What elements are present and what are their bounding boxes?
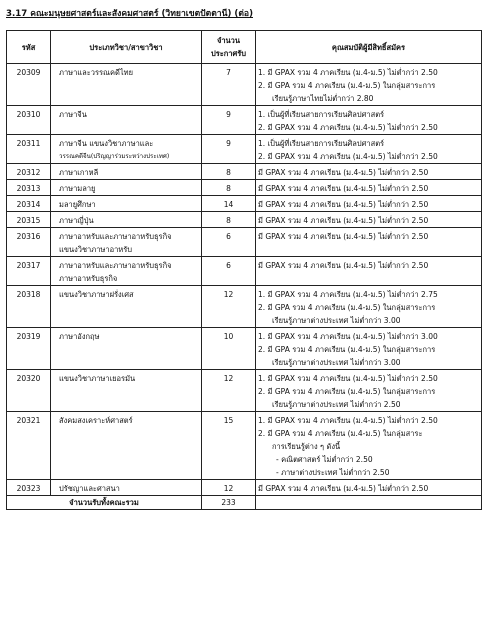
row-qual-line: 1. มี GPAX รวม 4 ภาคเรียน (ม.4-ม.5) ไม่ต่ำกว่า 3.00 xyxy=(258,332,438,341)
header-program: ประเภทวิชา/สาขาวิชา xyxy=(51,31,202,64)
row-code: 20312 xyxy=(16,168,41,177)
row-qual-line: เรียนรู้ภาษาต่างประเทศ ไม่ต่ำกว่า 2.50 xyxy=(272,400,401,409)
table-row xyxy=(7,196,482,212)
row-qual-line: - ภาษาต่างประเทศ ไม่ต่ำกว่า 2.50 xyxy=(276,468,390,477)
admission-table xyxy=(6,30,482,510)
row-seats: 15 xyxy=(223,416,234,425)
row-program: ภาษาอาหรับและภาษาอาหรับธุรกิจ xyxy=(59,261,172,270)
total-row xyxy=(7,496,482,510)
table-row xyxy=(7,286,482,328)
row-qual-line: มี GPAX รวม 4 ภาคเรียน (ม.4-ม.5) ไม่ต่ำกว่า 2.50 xyxy=(258,232,429,241)
row-qual-line: 2. มี GPA รวม 4 ภาคเรียน (ม.4-ม.5) ในกลุ่มสาระการ xyxy=(258,387,436,396)
row-code: 20310 xyxy=(16,110,41,119)
row-qual-line: 1. มี GPAX รวม 4 ภาคเรียน (ม.4-ม.5) ไม่ต่ำกว่า 2.50 xyxy=(258,374,438,383)
row-program-sub: แขนงวิชาภาษาอาหรับ xyxy=(59,245,133,254)
row-qual-line: เรียนรู้ภาษาต่างประเทศ ไม่ต่ำกว่า 3.00 xyxy=(272,316,401,325)
row-program: ภาษาญี่ปุ่น xyxy=(59,216,94,225)
row-program: สังคมสงเคราะห์ศาสตร์ xyxy=(59,416,133,425)
row-qual-line: มี GPAX รวม 4 ภาคเรียน (ม.4-ม.5) ไม่ต่ำกว่า 2.50 xyxy=(258,200,429,209)
row-seats: 12 xyxy=(223,484,234,493)
row-qual-line: มี GPAX รวม 4 ภาคเรียน (ม.4-ม.5) ไม่ต่ำกว่า 2.50 xyxy=(258,484,429,493)
row-program: ภาษาเกาหลี xyxy=(59,168,99,177)
row-seats: 8 xyxy=(226,184,231,193)
total-label: จำนวนรับทั้งคณะรวม xyxy=(69,498,139,507)
row-seats: 6 xyxy=(226,232,231,241)
total-value: 233 xyxy=(221,498,236,507)
table-row xyxy=(7,328,482,370)
table-row xyxy=(7,370,482,412)
row-qual-line: 1. มี GPAX รวม 4 ภาคเรียน (ม.4-ม.5) ไม่ต่ำกว่า 2.75 xyxy=(258,290,438,299)
table-row xyxy=(7,228,482,257)
row-qual-line: มี GPAX รวม 4 ภาคเรียน (ม.4-ม.5) ไม่ต่ำกว่า 2.50 xyxy=(258,184,429,193)
section-title: 3.17 คณะมนุษยศาสตร์และสังคมศาสตร์ (วิทยาเขตปัตตานี) (ต่อ) xyxy=(6,9,253,19)
table-row xyxy=(7,180,482,196)
row-code: 20317 xyxy=(16,261,41,270)
row-qual-line: 2. มี GPAX รวม 4 ภาคเรียน (ม.4-ม.5) ไม่ต่ำกว่า 2.50 xyxy=(258,123,438,132)
row-seats: 10 xyxy=(223,332,234,341)
row-code: 20314 xyxy=(16,200,41,209)
row-qual-line: 2. มี GPA รวม 4 ภาคเรียน (ม.4-ม.5) ในกลุ่มสาระการ xyxy=(258,81,436,90)
row-program: ภาษาจีน xyxy=(59,110,87,119)
table-row xyxy=(7,480,482,496)
row-qual-line: 2. มี GPA รวม 4 ภาคเรียน (ม.4-ม.5) ในกลุ่มสาระการ xyxy=(258,345,436,354)
row-seats: 9 xyxy=(226,139,231,148)
row-code: 20309 xyxy=(16,68,41,77)
row-program-sub: ภาษาอาหรับธุรกิจ xyxy=(59,274,118,283)
header-seats-line2: ประกาศรับ xyxy=(210,49,247,58)
header-code: รหัส xyxy=(7,31,51,64)
row-code: 20321 xyxy=(16,416,41,425)
row-program: แขนงวิชาภาษาเยอรมัน xyxy=(59,374,136,383)
row-qual-line: การเรียนรู้ต่าง ๆ ดังนี้ xyxy=(272,442,341,451)
row-seats: 6 xyxy=(226,261,231,270)
row-seats: 7 xyxy=(226,68,231,77)
row-code: 20323 xyxy=(16,484,41,493)
row-program: ภาษาอังกฤษ xyxy=(59,332,100,341)
table-row xyxy=(7,257,482,286)
row-program: แขนงวิชาภาษาฝรั่งเศส xyxy=(59,290,134,299)
header-seats xyxy=(202,31,256,64)
row-program: ภาษาอาหรับและภาษาอาหรับธุรกิจ xyxy=(59,232,172,241)
row-seats: 14 xyxy=(223,200,234,209)
row-qual-line: 1. เป็นผู้ที่เรียนสายการเรียนศิลปศาสตร์ xyxy=(258,110,385,119)
total-empty-cell xyxy=(256,496,482,510)
row-seats: 9 xyxy=(226,110,231,119)
table-row xyxy=(7,212,482,228)
row-code: 20315 xyxy=(16,216,41,225)
row-program: ภาษาและวรรณคดีไทย xyxy=(59,68,133,77)
row-qual-line: 2. มี GPA รวม 4 ภาคเรียน (ม.4-ม.5) ในกลุ่มสาระ xyxy=(258,429,423,438)
row-code: 20311 xyxy=(16,139,41,148)
row-qual-line: เรียนรู้ภาษาต่างประเทศ ไม่ต่ำกว่า 3.00 xyxy=(272,358,401,367)
table-row xyxy=(7,64,482,106)
row-program-sub: วรรณคดีจีน(ปริญญาร่วมระหว่างประเทศ) xyxy=(59,153,170,160)
row-program: มลายูศึกษา xyxy=(59,200,96,209)
row-qual-line: 2. มี GPA รวม 4 ภาคเรียน (ม.4-ม.5) ในกลุ่มสาระการ xyxy=(258,303,436,312)
row-code: 20316 xyxy=(16,232,41,241)
row-program: ภาษาจีน แขนงวิชาภาษาและ xyxy=(59,139,154,148)
row-qual-line: มี GPAX รวม 4 ภาคเรียน (ม.4-ม.5) ไม่ต่ำกว่า 2.50 xyxy=(258,261,429,270)
row-qual-line: 1. มี GPAX รวม 4 ภาคเรียน (ม.4-ม.5) ไม่ต่ำกว่า 2.50 xyxy=(258,68,438,77)
row-qual-line: 2. มี GPAX รวม 4 ภาคเรียน (ม.4-ม.5) ไม่ต่ำกว่า 2.50 xyxy=(258,152,438,161)
row-qual-line: - คณิตศาสตร์ ไม่ต่ำกว่า 2.50 xyxy=(276,455,373,464)
table-row xyxy=(7,412,482,480)
row-qual-line: เรียนรู้ภาษาไทยไม่ต่ำกว่า 2.80 xyxy=(272,94,374,103)
table-row xyxy=(7,135,482,164)
header-seats-line1: จำนวน xyxy=(216,36,241,45)
row-seats: 12 xyxy=(223,374,234,383)
row-code: 20318 xyxy=(16,290,41,299)
row-qual-line: 1. เป็นผู้ที่เรียนสายการเรียนศิลปศาสตร์ xyxy=(258,139,385,148)
row-program: ปรัชญาและศาสนา xyxy=(59,484,120,493)
row-code: 20319 xyxy=(16,332,41,341)
row-seats: 8 xyxy=(226,168,231,177)
row-qual-line: 1. มี GPAX รวม 4 ภาคเรียน (ม.4-ม.5) ไม่ต่ำกว่า 2.50 xyxy=(258,416,438,425)
row-seats: 12 xyxy=(223,290,234,299)
row-code: 20313 xyxy=(16,184,41,193)
header-qualifications: คุณสมบัติผู้มีสิทธิ์สมัคร xyxy=(256,31,482,64)
row-code: 20320 xyxy=(16,374,41,383)
table-row xyxy=(7,106,482,135)
row-qual-line: มี GPAX รวม 4 ภาคเรียน (ม.4-ม.5) ไม่ต่ำกว่า 2.50 xyxy=(258,216,429,225)
row-seats: 8 xyxy=(226,216,231,225)
row-program: ภาษามลายู xyxy=(59,184,96,193)
header-row xyxy=(7,31,482,64)
row-qual-line: มี GPAX รวม 4 ภาคเรียน (ม.4-ม.5) ไม่ต่ำกว่า 2.50 xyxy=(258,168,429,177)
table-row xyxy=(7,164,482,180)
